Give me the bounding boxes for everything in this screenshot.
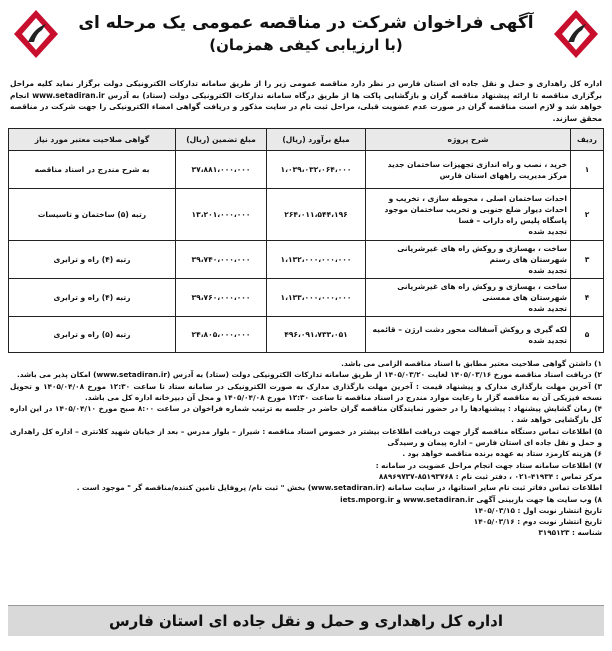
road-logo-icon [552,8,600,60]
note-item: ۲) دریافت اسناد مناقصه مورخ ۱۴۰۵/۰۳/۱۶ لغایت ۱۴۰۵/۰۳/۲۰ از طریق سامانه تدارکات الکترونیکی دولت (ستاد) به آدرس (www.setadiran.ir) امکان پذیر می باشد. [16,370,602,380]
notice-title: آگهی فراخوان شرکت در مناقصه عمومی یک مرحله ای [78,13,534,33]
project-description: احداث ساختمان اصلی ، محوطه سازی ، تخریب و احداث دیوار ضلع جنوبی و تخریب ساختمان موجود پاسگاه پلیس راه داراب – فسا [384,193,567,225]
tender-notice [8,6,604,638]
row-no: ۲ [571,189,604,241]
row-no: ۳ [571,241,604,279]
intro-paragraph: اداره کل راهداری و حمل و نقل جاده ای استان فارس در نظر دارد مناقصه عمومی زیر را از طریق سامانه تدارکات الکترونیکی دولت برگزار نماید کلیه مراحل برگزاری مناقصه تا ارائه پیشنهاد مناقصه گران و بازگشایی پاکت ها از طریق درگاه سامانه تدارکات الکترونیکی دولت (ستاد) به آدرس www.setadiran.ir انجام خواهد شد و لازم است مناقصه گران در صورت عدم عضویت قبلی، مراحل ثبت نام در سایت مذکور و دریافت گواهی امضاء الکترونیکی را جهت شرکت در مناقصه محقق سازند. [10,79,603,123]
renewal-label: تجدید شده [528,226,567,236]
row-description [366,241,571,279]
renewal-label: تجدید شده [528,266,567,275]
note-item: اطلاعات تماس دفاتر ثبت نام سایر استانها، در سایت سامانه (www.setadiran.ir) بخش " ثبت نام/ پروفایل تامین کننده/مناقصه گر " موجود است . [76,483,602,493]
col-header-qualification: گواهی صلاحیت معتبر مورد نیاز [9,129,176,151]
row-guarantee: ۳۹،۷۴۰،۰۰۰،۰۰۰ [176,241,267,279]
row-description [366,317,571,353]
table-row [9,189,604,241]
project-description: ساخت ، بهسازی و روکش راه های غیرشریانی شهرستان های رستم [397,244,567,264]
row-estimate: ۱،۱۳۲،۰۰۰،۰۰۰،۰۰۰ [267,241,366,279]
note-item: شناسه : ۳۱۹۵۱۲۳ [538,528,602,538]
notice-subtitle: (با ارزیابی کیفی همزمان) [209,36,403,54]
col-header-description: شرح پروژه [366,129,571,151]
row-no: ۴ [571,279,604,317]
row-description [366,151,571,189]
notice-header [8,6,604,72]
table-row [9,279,604,317]
row-description [366,189,571,241]
row-description [366,279,571,317]
renewal-label: تجدید شده [528,335,567,345]
tender-table [8,128,604,353]
row-qualification: به شرح مندرج در اسناد مناقصه [9,151,176,189]
row-qualification: رتبه (۵) ساختمان و تاسیسات [9,189,176,241]
row-guarantee: ۱۳،۲۰۱،۰۰۰،۰۰۰ [176,189,267,241]
row-guarantee: ۳۷،۸۸۱،۰۰۰،۰۰۰ [176,151,267,189]
table-header-row [9,129,604,151]
note-item: ۳) آخرین مهلت بارگذاری مدارک و پیشنهاد قیمت : آخرین مهلت بارگذاری مدارک به صورت الکترونیکی در سامانه ستاد تا ساعت ۱۲:۳۰ مورخ ۱۴۰۵/۰۴/۰۸ و تحویل نسخه فیزیکی آن به مناقصه گزار با رعایت موارد مندرج در اسناد مناقصه تا ساعت ۱۲:۳۰ مورخ ۱۴۰۵/۰۴/۰۸ و محل آن دبیرخانه اداره کل می باشد. [10,381,602,402]
project-description: لکه گیری و روکش آسفالت محور دشت ارژن – قائمیه [372,324,567,334]
col-header-estimate: مبلغ برآورد (ریال) [267,129,366,151]
renewal-label: تجدید شده [528,304,567,313]
row-qualification: رتبه (۴) راه و ترابری [9,241,176,279]
row-qualification: رتبه (۴) راه و ترابری [9,279,176,317]
note-item: ۱) داشتن گواهی صلاحیت معتبر مطابق با اسناد مناقصه الزامی می باشد. [341,359,602,368]
note-item: ۶) هزینه کارمزد ستاد به عهده برنده مناقصه خواهد بود . [402,449,602,459]
note-item: ۷) اطلاعات سامانه ستاد جهت انجام مراحل عضویت در سامانه : [375,460,602,470]
project-description: ساخت ، بهسازی و روکش راه های غیرشریانی شهرستان های ممسنی [397,282,567,302]
note-item: ۸) وب سایت ها جهت بازبینی آگهی www.setadiran.ir و iets.mporg.ir [340,494,602,504]
row-estimate: ۱،۰۳۹،۰۳۲،۰۶۴،۰۰۰ [267,151,366,189]
row-estimate: ۴۹۶،۰۹۱،۷۳۳،۰۵۱ [267,317,366,353]
row-estimate: ۱،۱۳۳،۰۰۰،۰۰۰،۰۰۰ [267,279,366,317]
note-item: مرکز تماس : ۴۱۹۳۴-۰۲۱ ، دفتر ثبت نام : ۸۵۱۹۳۷۶۸-۸۸۹۶۹۷۳۷ [378,471,602,481]
notes-section [10,358,602,539]
note-item: تاریخ انتشار نوبت اول : ۱۴۰۵/۰۳/۱۵ [473,505,602,515]
note-item: تاریخ انتشار نوبت دوم : ۱۴۰۵/۰۳/۱۶ [473,517,602,527]
row-qualification: رتبه (۵) راه و ترابری [9,317,176,353]
table-row [9,151,604,189]
col-header-guarantee: مبلغ تضمین (ریال) [176,129,267,151]
table-row [9,317,604,353]
row-no: ۱ [571,151,604,189]
road-logo-icon [12,8,60,60]
note-item: ۴) زمان گشایش پیشنهاد : پیشنهادها را در حضور نمایندگان مناقصه گران حاضر در جلسه به ترتیب شماره فراخوان در ساعت ۸:۰۰ صبح مورخ ۱۴۰۵/۰۴/۱۰ در این اداره کل بازگشایی خواهد شد . [10,404,602,425]
project-description: خرید ، نصب و راه اندازی تجهیزات ساختمان جدید مرکز مدیریت راههای استان فارس [387,159,567,180]
note-item: ۵) اطلاعات تماس دستگاه مناقصه گزار جهت دریافت اطلاعات بیشتر در خصوص اسناد مناقصه : شیراز – بلوار مدرس – بعد از خیابان شهید کلانتری – اداره کل راهداری و حمل و نقل جاده ای استان فارس – اداره پیمان و رسیدگی [10,426,602,448]
footer-banner: اداره کل راهداری و حمل و نقل جاده ای استان فارس [8,605,604,636]
row-no: ۵ [571,317,604,353]
col-header-row-no: ردیف [571,129,604,151]
row-estimate: ۲۶۴،۰۱۱،۵۴۴،۱۹۶ [267,189,366,241]
table-row [9,241,604,279]
row-guarantee: ۲۴،۸۰۵،۰۰۰،۰۰۰ [176,317,267,353]
row-guarantee: ۳۹،۷۶۰،۰۰۰،۰۰۰ [176,279,267,317]
